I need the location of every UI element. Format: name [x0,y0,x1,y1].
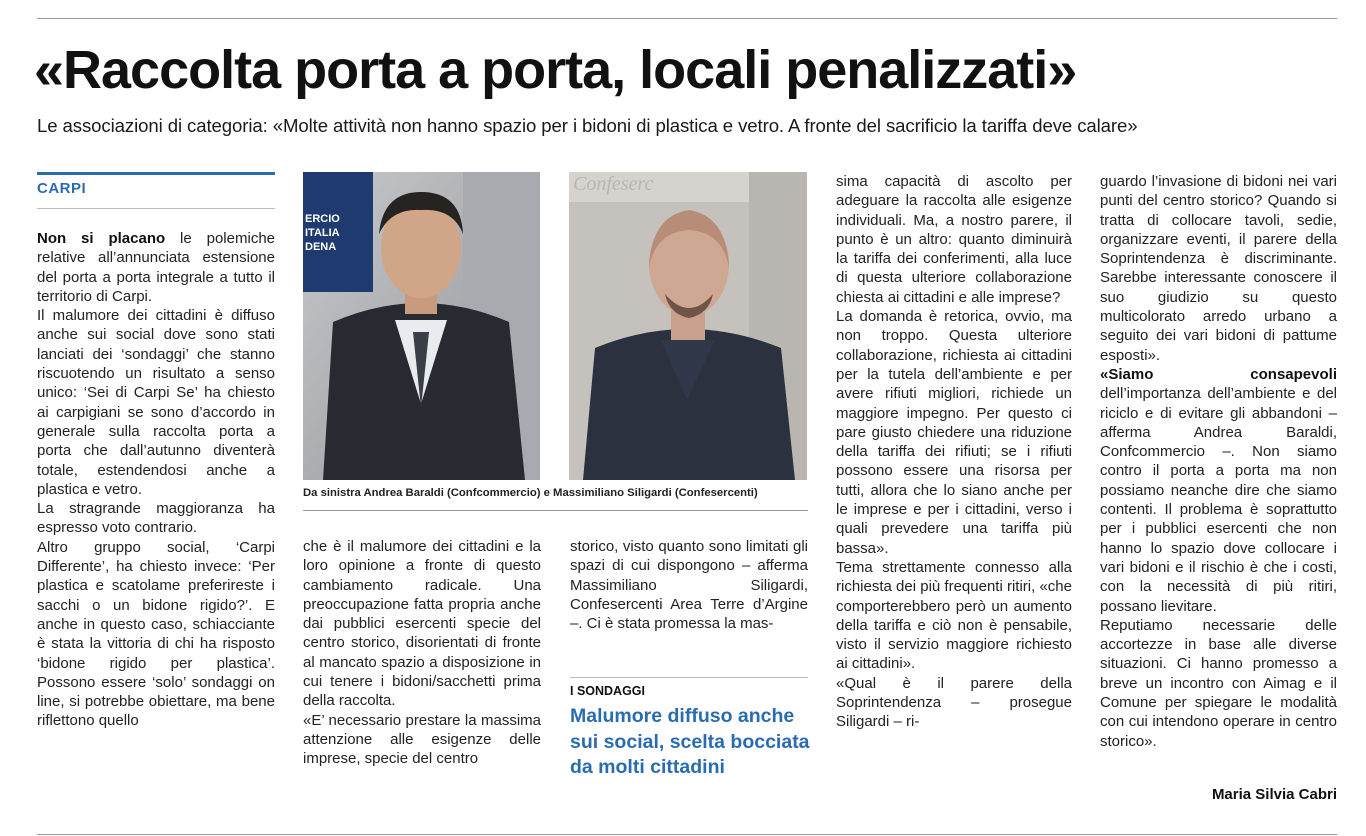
paragraph: La domanda è retorica, ovvio, ma non troppo. Questa ulteriore collaborazione, richiesta ai cittadini per la tutela dell’ambiente e per avere rifiuti migliori, richiede un maggiore impegno. Per questo ci pare giusto chiedere una riduzione della tariffa dei rifiuti; se i rifiuti possono essere una risorsa per tutti, allora che lo siano anche per le imprese e per i cittadini, verso i quali prevedere una tariffa più bassa». [836,308,1072,557]
article-column-2 [303,537,541,769]
lead-in: Non si placano [37,230,166,247]
sidebar-rule [570,677,808,678]
paragraph: Reputiamo necessarie delle accortezze in base alle diverse situazioni. Ci hanno promesso a breve un incontro con Aimag e il Comune per spiegare le modalità con cui intendono operare in centro storico». [1100,616,1337,750]
section-rule [37,208,275,209]
section-bar [37,172,275,175]
photo-caption: Da sinistra Andrea Baraldi (Confcommercio) e Massimiliano Siligardi (Confesercenti) [303,487,758,499]
paragraph: storico, visto quanto sono limitati gli spazi di cui dispongono – afferma Massimiliano Siligardi, Confesercenti Area Terre d’Argine –. Ci è stata promessa la mas- [570,538,808,633]
bottom-rule [37,834,1337,835]
paragraph: Tema strettamente connesso alla richiesta dei più frequenti ritiri, «che comporterebbero però un aumento della tariffa e ciò non è pensabile, visto il servizio maggiore richiesto ai cittadini». [836,558,1072,673]
paragraph-text: le polemiche relative all’annunciata estensione del porta a porta integrale a tutto il territorio di Carpi. [37,230,275,305]
sidebar-title: Malumore diffuso anche sui social, scelta bocciata da molti cittadini [570,705,810,778]
paragraph: «E’ necessario prestare la massima attenzione alle esigenze delle imprese, specie del centro [303,711,541,768]
subheadline: Le associazioni di categoria: «Molte attività non hanno spazio per i bidoni di plastica e vetro. A fronte del sacrificio la tariffa deve calare» [37,115,1138,136]
photo-andrea-baraldi [303,172,540,480]
headline: «Raccolta porta a porta, locali penalizzati» [34,40,1077,100]
paragraph: sima capacità di ascolto per adeguare la raccolta alle esigenze individuali. Ma, a nostro parere, il punto è un altro: quanto diminuirà la tariffa dei conferimenti, alla luce di questa ulteriore collaborazione chiesta ai cittadini e alle imprese? [836,173,1072,306]
article-column-3 [570,537,808,633]
article-column-1 [37,229,275,731]
article-column-5 [1100,172,1337,751]
sidebar-label: I SONDAGGI [570,684,646,698]
lead-in: «Siamo consapevoli [1100,365,1337,383]
photo-right-sign-text: Confeserc [573,173,654,195]
paragraph: che è il malumore dei cittadini e la loro opinione a fronte di questo cambiamento radicale. Una preoccupazione fatta propria anche dai pubblici esercenti specie del centro storico, disorientati di fronte al mancato spazio a disposizione in cui tenere i bidoni/sacchetti prima della raccolta. [303,538,541,710]
paragraph: guardo l’invasione di bidoni nei vari punti del centro storico? Quando si tratta di collocare tavoli, sedie, organizzare eventi, il parere della Soprintendenza è discriminante. Sarebbe interessante conoscere il suo giudizio su questo multicolorato arredo urbano a seguito dei vari bidoni di pattume esposti». [1100,173,1337,364]
paragraph-text: dell’importanza dell’ambiente e del riciclo e di evitare gli abbandoni – afferma Andrea Baraldi, Confcommercio –. Non siamo contro il porta a porta ma non possiamo neanche dire che siamo contenti. Il problema è soprattutto per i pubblici esercenti che non hanno lo spazio dove collocare i vari bidoni e il rischio è che i costi, con la necessità di più ritiri, possano lievitare. [1100,385,1337,615]
paragraph [37,229,275,306]
byline: Maria Silvia Cabri [1211,786,1337,803]
paragraph: Altro gruppo social, ‘Carpi Differente’, ha chiesto invece: ‘Per plastica e scatolame preferireste i sacchi o un bidone rigido?’. E anche in questo caso, schiacciante è stata la vittoria di chi ha risposto ‘bidone rigido per plastica’. Possono essere ‘solo’ sondaggi on line, si potrebbe obiettare, ma bene riflettono quello [37,538,275,730]
caption-rule [303,510,808,511]
photo-massimiliano-siligardi [569,172,807,480]
section-label: CARPI [37,180,87,197]
paragraph: La stragrande maggioranza ha espresso voto contrario. [37,500,275,537]
paragraph: Il malumore dei cittadini è diffuso anche sui social dove sono stati lanciati dei ‘sondaggi’ che stanno riscuotendo un risultato a senso unico: ‘Sei di Carpi Se’ ha chiesto ai carpigiani se sono d’accordo in generale sulla raccolta porta a porta che dall’autunno diventerà totale, estendendosi anche a plastica e vetro. [37,307,275,498]
portrait-right-image [569,172,807,480]
article-column-4 [836,172,1072,732]
top-rule [37,18,1337,19]
paragraph [1100,365,1337,616]
paragraph: «Qual è il parere della Soprintendenza – prosegue Siligardi – ri- [836,674,1072,731]
photo-left-sign-text: ERCIO ITALIA DENA [305,213,340,253]
